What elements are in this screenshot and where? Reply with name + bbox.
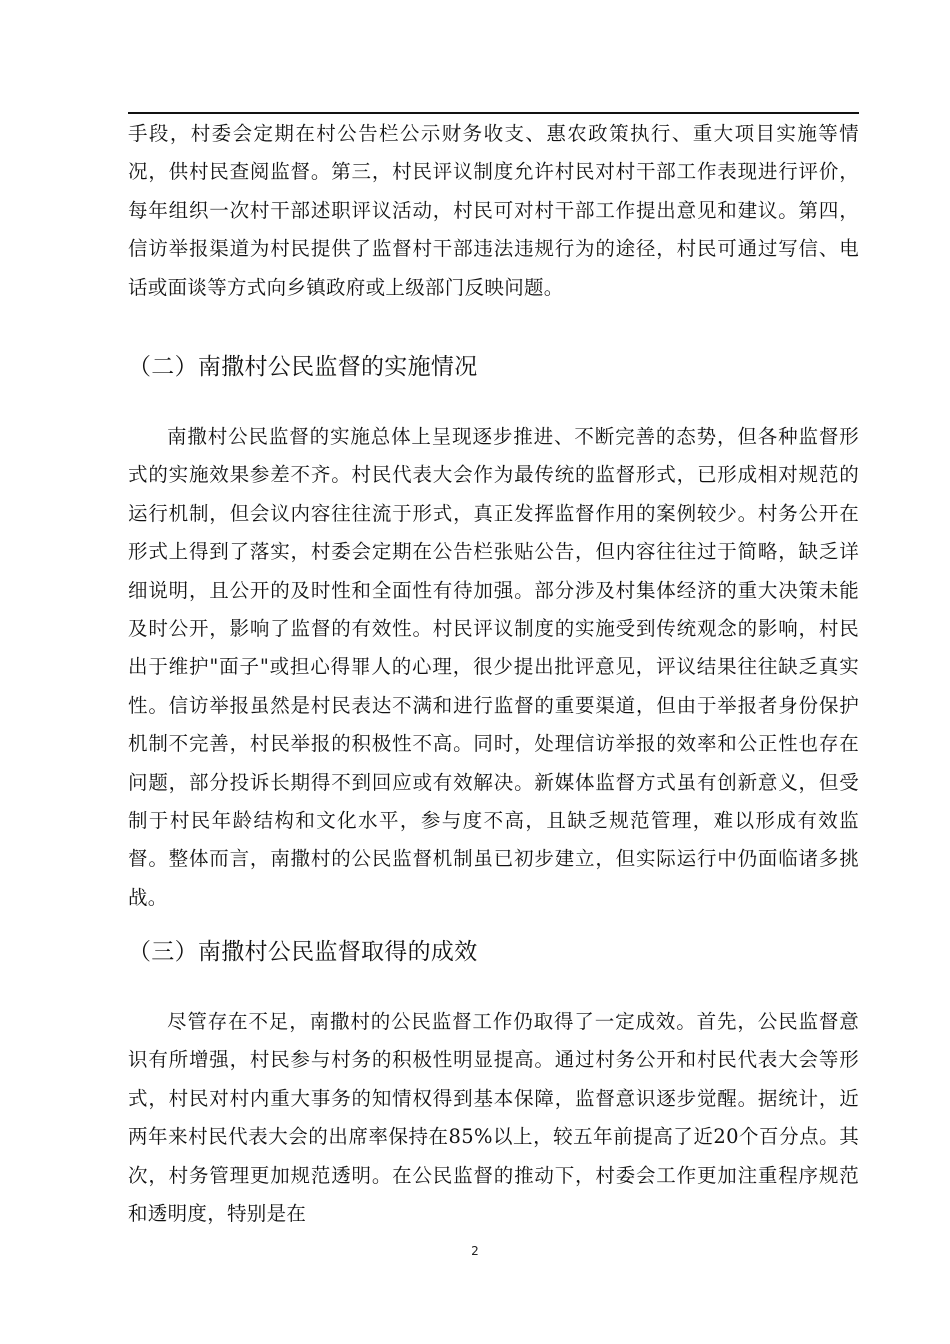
header-rule [128, 112, 859, 114]
paragraph-text: 尽管存在不足，南撒村的公民监督工作仍取得了一定成效。首先，公民监督意识有所增强，村民参与村务的积极性明显提高。通过村务公开和村民代表大会等形式，村民对村内重大事务的知情权得到基本保障，监督意识逐步觉醒。据统计，近两年来村民代表大会的出席率保持在85%以上，较五年前提高了近20个百分点。其次，村务管理更加规范透明。在公民监督的推动下，村委会工作更加注重程序规范和透明度，特别是在 [128, 1010, 859, 1226]
continuation-paragraph [128, 115, 859, 307]
paragraph-text: 手段，村委会定期在村公告栏公示财务收支、惠农政策执行、重大项目实施等情况，供村民查阅监督。第三，村民评议制度允许村民对村干部工作表现进行评价，每年组织一次村干部述职评议活动，村民可对村干部工作提出意见和建议。第四，信访举报渠道为村民提供了监督村干部违法违规行为的途径，村民可通过写信、电话或面谈等方式向乡镇政府或上级部门反映问题。 [128, 122, 859, 299]
achievements-paragraph [128, 1003, 859, 1233]
implementation-paragraph [128, 418, 859, 917]
page-number: 2 [471, 1244, 479, 1258]
section-heading-implementation: （二）南撒村公民监督的实施情况 [128, 354, 478, 380]
paragraph-text: 南撒村公民监督的实施总体上呈现逐步推进、不断完善的态势，但各种监督形式的实施效果参差不齐。村民代表大会作为最传统的监督形式，已形成相对规范的运行机制，但会议内容往往流于形式，真正发挥监督作用的案例较少。村务公开在形式上得到了落实，村委会定期在公告栏张贴公告，但内容往往过于简略，缺乏详细说明，且公开的及时性和全面性有待加强。部分涉及村集体经济的重大决策未能及时公开，影响了监督的有效性。村民评议制度的实施受到传统观念的影响，村民出于维护"面子"或担心得罪人的心理，很少提出批评意见，评议结果往往缺乏真实性。信访举报虽然是村民表达不满和进行监督的重要渠道，但由于举报者身份保护机制不完善，村民举报的积极性不高。同时，处理信访举报的效率和公正性也存在问题，部分投诉长期得不到回应或有效解决。新媒体监督方式虽有创新意义，但受制于村民年龄结构和文化水平，参与度不高，且缺乏规范管理，难以形成有效监督。整体而言，南撒村的公民监督机制虽已初步建立，但实际运行中仍面临诸多挑战。 [128, 425, 859, 909]
section-heading-achievements: （三）南撒村公民监督取得的成效 [128, 939, 478, 965]
